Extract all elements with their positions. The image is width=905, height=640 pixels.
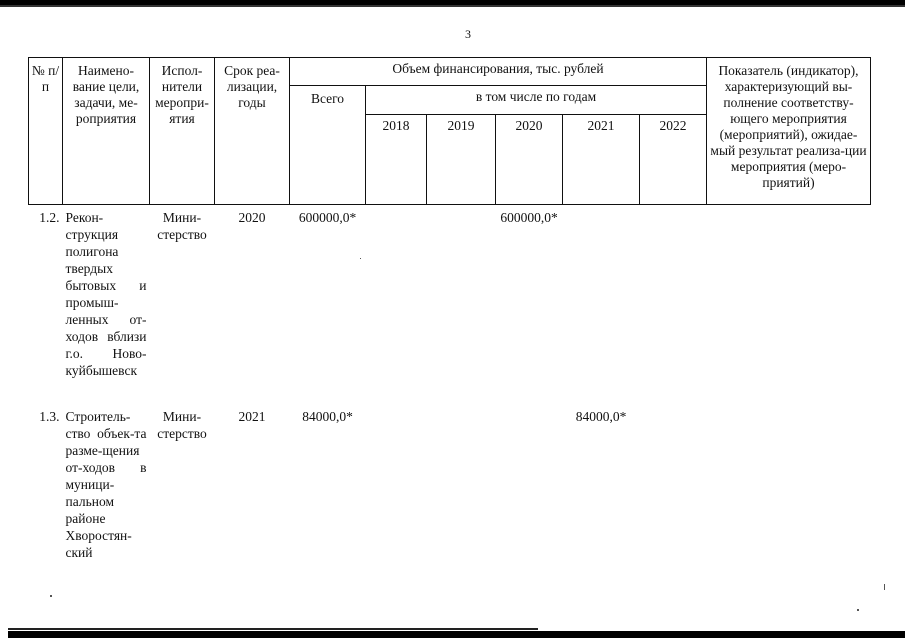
row-name: Рекон-струкция полигона твердых бытовых и промыш-ленных от-ходов вблизи г.о. Ново-куйбышевск bbox=[65, 210, 147, 378]
row-year-2021: 84000,0* bbox=[575, 409, 627, 424]
header-year-2022: 2022 bbox=[640, 115, 707, 205]
scan-speck bbox=[50, 595, 52, 597]
row-num: 1.2. bbox=[39, 210, 60, 225]
row-year-2020: 600000,0* bbox=[500, 210, 558, 225]
financing-table bbox=[28, 57, 871, 588]
row-name: Строитель-ство объек-та разме-щения от-ходов в муници-пальном районе Хворостян-ский bbox=[65, 409, 147, 560]
header-indicator: Показатель (индикатор), характеризующий вы-полнение соответству-ющего мероприятия (мероприятий), ожидае-мый результат реализа-ции мероприятия (меро-приятий) bbox=[707, 58, 871, 205]
row-indicator bbox=[707, 404, 871, 588]
header-term: Срок реа-лизации, годы bbox=[215, 58, 290, 205]
row-term: 2021 bbox=[238, 409, 266, 424]
header-year-2020: 2020 bbox=[496, 115, 563, 205]
page-number: 3 bbox=[465, 27, 471, 41]
header-year-2018: 2018 bbox=[366, 115, 427, 205]
scan-speck bbox=[884, 584, 885, 590]
header-by-years: в том числе по годам bbox=[366, 86, 707, 115]
row-year-2019 bbox=[427, 205, 496, 405]
row-num: 1.3. bbox=[39, 409, 60, 424]
header-year-2021: 2021 bbox=[563, 115, 640, 205]
header-total: Всего bbox=[290, 86, 366, 205]
row-year-2022 bbox=[640, 205, 707, 405]
scan-speck bbox=[360, 258, 361, 259]
row-year-2021 bbox=[563, 205, 640, 405]
row-year-2022 bbox=[640, 404, 707, 588]
table-row bbox=[29, 205, 871, 405]
row-year-2018 bbox=[366, 404, 427, 588]
header-name: Наимено-вание цели, задачи, ме-роприятия bbox=[63, 58, 150, 205]
table-row bbox=[29, 404, 871, 588]
header-year-2019: 2019 bbox=[427, 115, 496, 205]
scan-edge-top bbox=[0, 0, 905, 9]
scan-edge-bottom bbox=[8, 631, 905, 638]
row-indicator bbox=[707, 205, 871, 405]
row-executor: Мини-стерство bbox=[157, 409, 207, 441]
row-year-2020 bbox=[496, 404, 563, 588]
header-executors: Испол-нители меропри-ятия bbox=[150, 58, 215, 205]
row-total: 600000,0* bbox=[298, 210, 357, 225]
header-num: № п/п bbox=[29, 58, 63, 205]
row-total: 84000,0* bbox=[302, 409, 353, 424]
header-financing: Объем финансирования, тыс. рублей bbox=[290, 58, 707, 86]
row-term: 2020 bbox=[238, 210, 266, 225]
row-executor: Мини-стерство bbox=[157, 210, 207, 242]
scan-speck bbox=[857, 609, 859, 611]
row-year-2019 bbox=[427, 404, 496, 588]
row-year-2018 bbox=[366, 205, 427, 405]
